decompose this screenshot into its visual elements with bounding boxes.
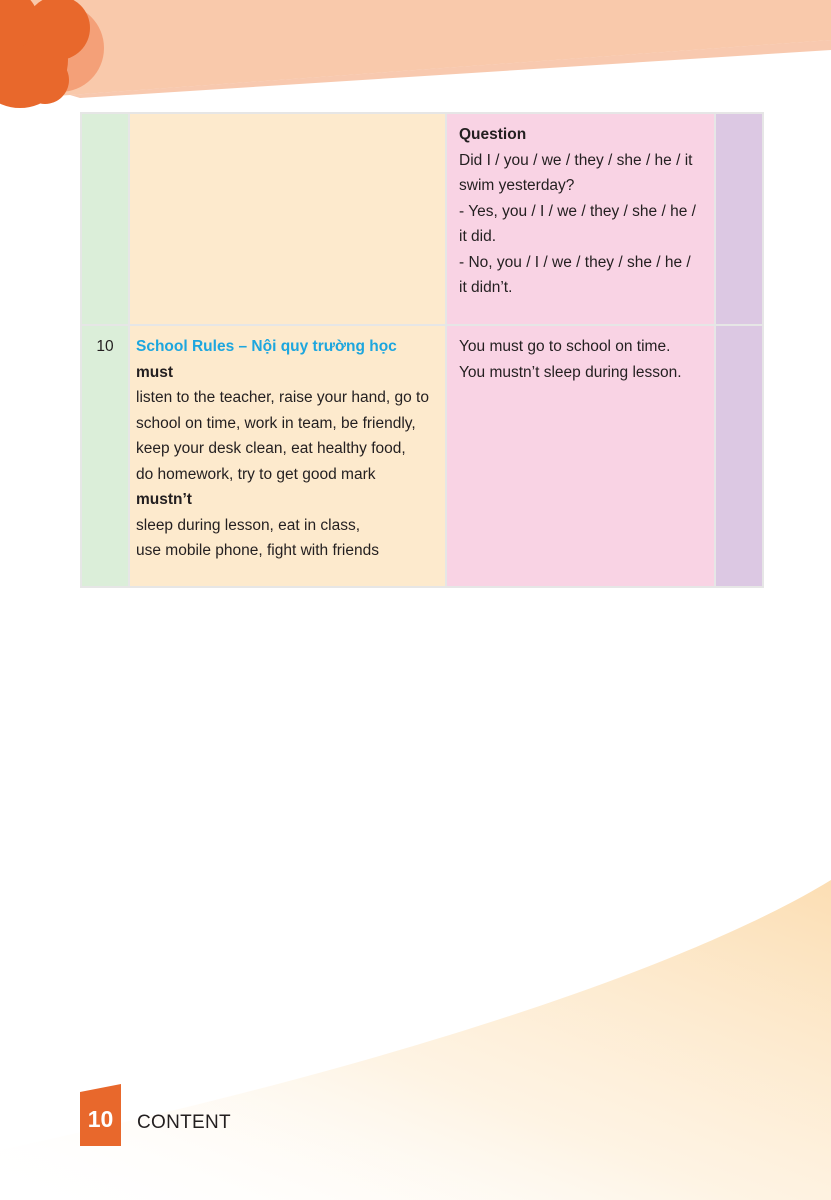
- row-number-cell: [81, 325, 129, 587]
- structure-line: - No, you / I / we / they / she / he /: [459, 253, 691, 271]
- structure-line: it did.: [459, 228, 497, 245]
- structure-line: - Yes, you / I / we / they / she / he /: [459, 202, 696, 220]
- content-table: [80, 112, 764, 588]
- bottom-glow: [0, 880, 831, 1200]
- row-number-cell: [81, 113, 129, 325]
- page-number-badge: [80, 1088, 121, 1146]
- structure-line: Did I / you / we / they / she / he / it: [459, 151, 693, 169]
- topic-title: School Rules – Nội quy trường học: [136, 338, 397, 355]
- structure-heading: Question: [459, 126, 527, 143]
- footer-label: CONTENT: [137, 1112, 231, 1133]
- vocab-line: school on time, work in team, be friendly,: [136, 414, 416, 432]
- vocab-line: sleep during lesson, eat in class,: [136, 516, 361, 534]
- mustnt-label: mustn’t: [136, 491, 192, 508]
- structure-line: You mustn’t sleep during lesson.: [459, 363, 682, 381]
- row-number: [82, 114, 128, 122]
- page-number: 10: [87, 1106, 114, 1132]
- structure-cell: [446, 113, 715, 325]
- vocabulary-cell: [129, 325, 446, 587]
- table-row: [81, 325, 763, 587]
- must-label: must: [136, 363, 174, 381]
- vocab-line: keep your desk clean, eat healthy food,: [136, 440, 406, 457]
- table-row: [81, 113, 763, 325]
- vocab-line: do homework, try to get good mark: [136, 465, 376, 483]
- structure-line: You must go to school on time.: [459, 338, 671, 355]
- row-number: 10: [96, 338, 114, 355]
- vocabulary-cell: [129, 113, 446, 325]
- vocab-line: use mobile phone, fight with friends: [136, 542, 379, 559]
- structure-line: it didn’t.: [459, 279, 513, 296]
- structure-cell: [446, 325, 715, 587]
- extra-cell: [715, 325, 763, 587]
- extra-cell: [715, 113, 763, 325]
- vocab-line: listen to the teacher, raise your hand, go to: [136, 389, 429, 406]
- structure-line: swim yesterday?: [459, 177, 575, 194]
